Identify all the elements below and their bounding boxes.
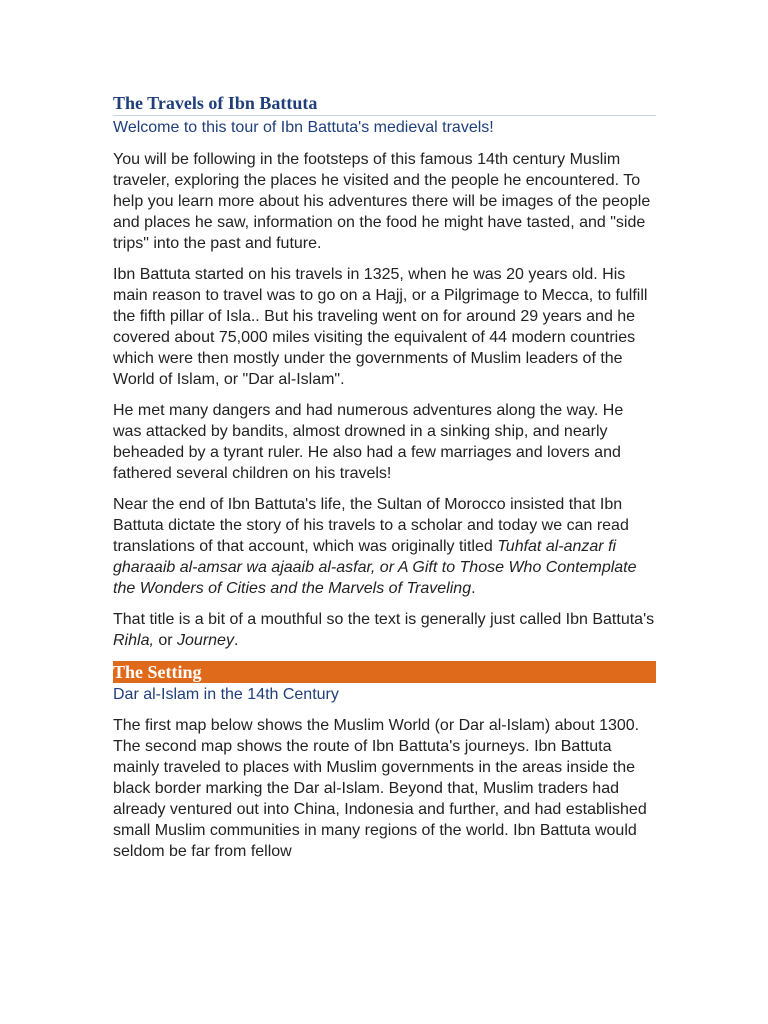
paragraph-text: or xyxy=(153,632,178,649)
paragraph-intro: You will be following in the footsteps of this famous 14th century Muslim traveler, exploring the places he visited and the people he encountered. To help you learn more about his adventures there will be images of the people and places he saw, information on the food he might have tasted, and "side trips" into the past and future. xyxy=(113,151,651,252)
section-title: The Setting xyxy=(113,662,202,682)
journey-italic: Journey xyxy=(177,632,234,649)
document-content xyxy=(113,92,656,862)
book-title-italic: Tuhfat al-anzar fi gharaaib al-amsar wa ajaaib al-asfar, or A Gift to Those Who Contemplate the Wonders of Cities and the Marvels of Traveling xyxy=(113,538,637,597)
page-subtitle: Welcome to this tour of Ibn Battuta's medieval travels! xyxy=(113,119,494,136)
paragraph-rihla-name xyxy=(113,609,656,651)
section-subtitle: Dar al-Islam in the 14th Century xyxy=(113,686,339,703)
paragraph-text: Near the end of Ibn Battuta's life, the Sultan of Morocco insisted that Ibn Battuta dictate the story of his travels to a scholar and today we can read translations of that account, which was originally titled xyxy=(113,496,629,555)
paragraph-travels-start: Ibn Battuta started on his travels in 1325, when he was 20 years old. His main reason to travel was to go on a Hajj, or a Pilgrimage to Mecca, to fulfill the fifth pillar of Isla.. But his traveling went on for around 29 years and he covered about 75,000 miles visiting the equivalent of 44 modern countries which were then mostly under the governments of Muslim leaders of the World of Islam, or "Dar al-Islam". xyxy=(113,266,648,388)
paragraph-text: . xyxy=(233,632,239,649)
page-title: The Travels of Ibn Battuta xyxy=(113,92,656,116)
paragraph-text: . xyxy=(471,580,476,597)
paragraph-dangers: He met many dangers and had numerous adventures along the way. He was attacked by bandits, almost drowned in a sinking ship, and nearly beheaded by a tyrant ruler. He also had a few marriages and lovers and fathered several children on his travels! xyxy=(113,402,624,482)
section-header-bar xyxy=(113,661,656,683)
paragraph-text: That title is a bit of a mouthful so the text is generally just called Ibn Battuta's xyxy=(113,611,655,628)
rihla-italic: Rihla, xyxy=(113,632,154,649)
paragraph-rihla-origin xyxy=(113,494,656,599)
paragraph-maps: The first map below shows the Muslim World (or Dar al-Islam) about 1300. The second map shows the route of Ibn Battuta's journeys. Ibn Battuta mainly traveled to places with Muslim governments in the areas inside the black border marking the Dar al-Islam. Beyond that, Muslim traders had already ventured out into China, Indonesia and further, and had established small Muslim communities in many regions of the world. Ibn Battuta would seldom be far from fellow xyxy=(113,717,647,860)
